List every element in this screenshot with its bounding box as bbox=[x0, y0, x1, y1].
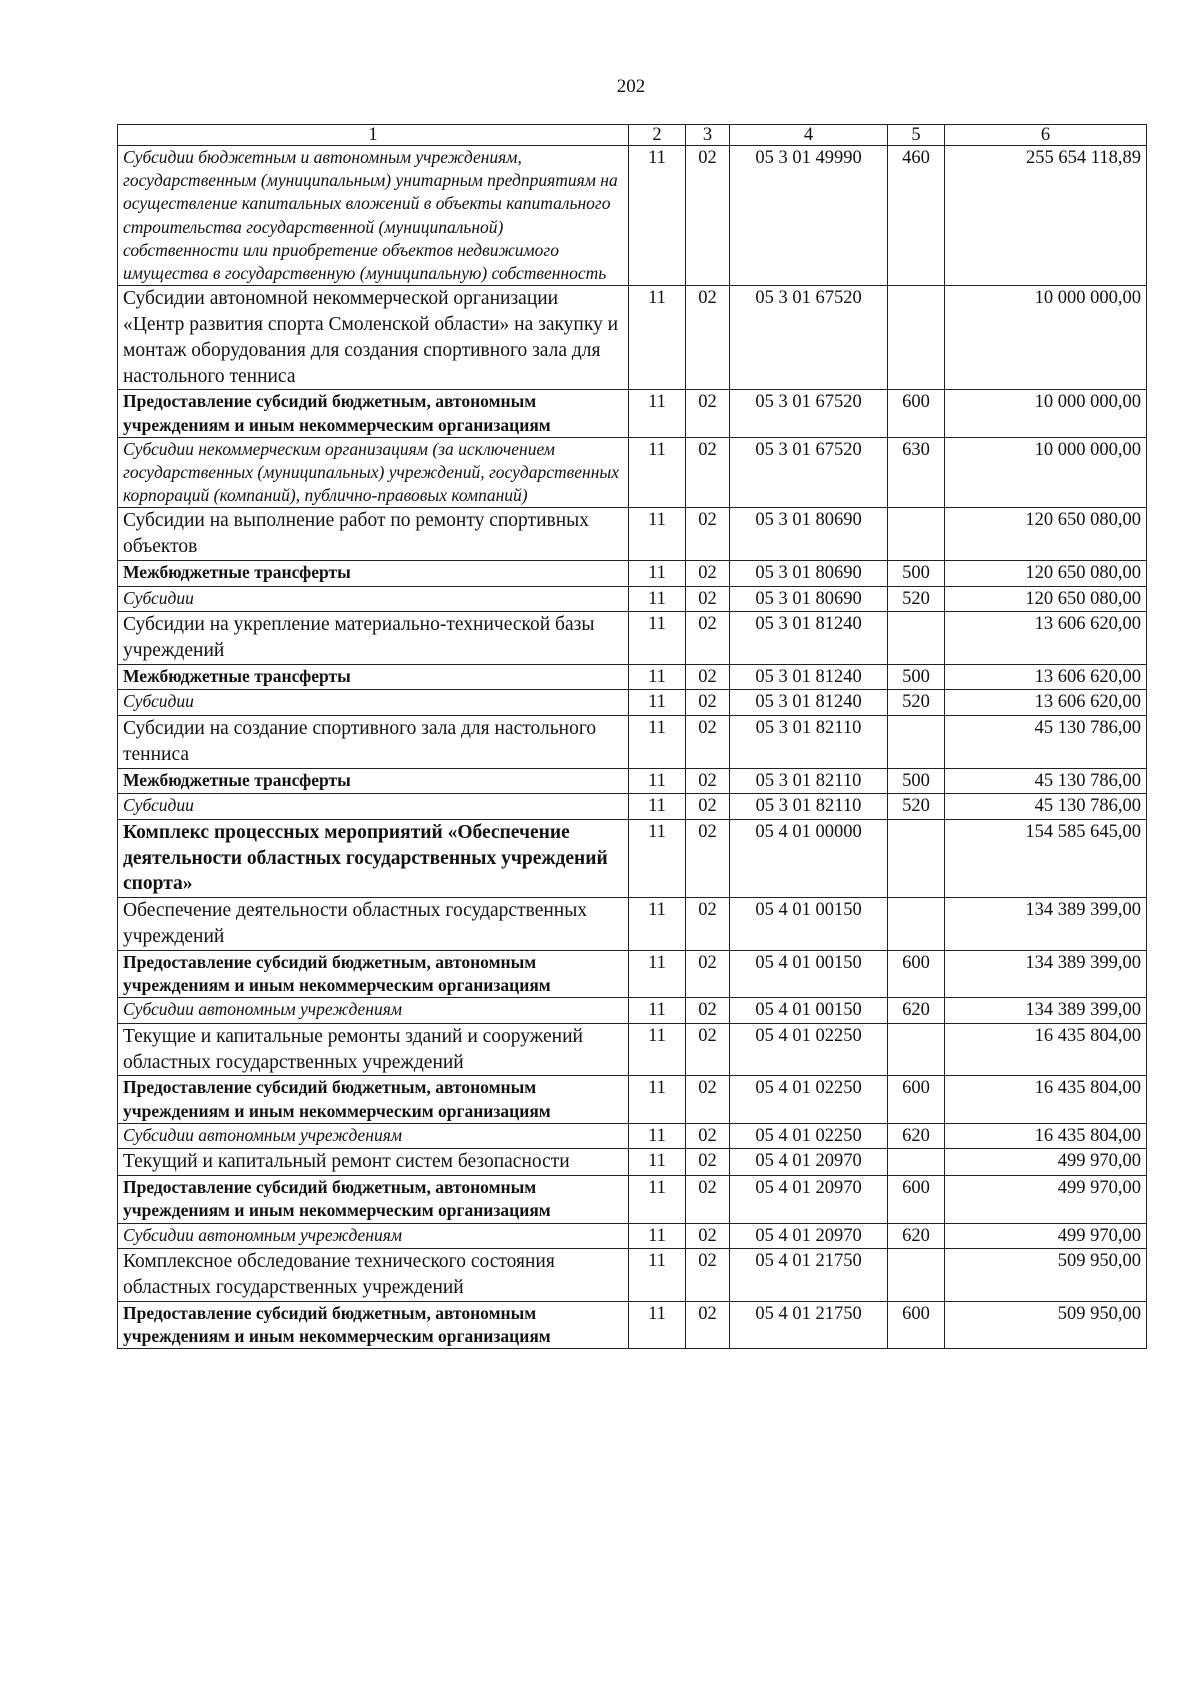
row-name-cell: Предоставление субсидий бюджетным, автономным учреждениям и иным некоммерческим организациям bbox=[118, 1076, 629, 1123]
row-section-cell: 11 bbox=[629, 768, 686, 794]
row-section-cell: 11 bbox=[629, 390, 686, 437]
row-subsection-cell: 02 bbox=[686, 664, 730, 690]
row-amount-cell: 13 606 620,00 bbox=[945, 664, 1147, 690]
row-expense-type-cell: 600 bbox=[888, 1301, 945, 1348]
row-section-cell: 11 bbox=[629, 1149, 686, 1176]
row-section-cell: 11 bbox=[629, 898, 686, 951]
row-expense-type-cell: 500 bbox=[888, 768, 945, 794]
table-row bbox=[118, 794, 1147, 820]
row-amount-cell: 10 000 000,00 bbox=[945, 437, 1147, 508]
row-name-cell: Межбюджетные трансферты bbox=[118, 561, 629, 587]
row-subsection-cell: 02 bbox=[686, 1176, 730, 1223]
column-header-3: 3 bbox=[686, 125, 730, 146]
row-subsection-cell: 02 bbox=[686, 715, 730, 768]
table-row bbox=[118, 715, 1147, 768]
row-name-cell: Комплексное обследование технического состояния областных государственных учреждений bbox=[118, 1249, 629, 1302]
row-subsection-cell: 02 bbox=[686, 561, 730, 587]
row-section-cell: 11 bbox=[629, 690, 686, 716]
row-subsection-cell: 02 bbox=[686, 768, 730, 794]
table-row bbox=[118, 998, 1147, 1024]
row-amount-cell: 154 585 645,00 bbox=[945, 819, 1147, 897]
row-amount-cell: 16 435 804,00 bbox=[945, 1076, 1147, 1123]
row-amount-cell: 499 970,00 bbox=[945, 1149, 1147, 1176]
table-row bbox=[118, 508, 1147, 561]
column-header-5: 5 bbox=[888, 125, 945, 146]
row-expense-type-cell: 520 bbox=[888, 586, 945, 612]
row-subsection-cell: 02 bbox=[686, 819, 730, 897]
row-target-code-cell: 05 3 01 67520 bbox=[730, 390, 888, 437]
row-expense-type-cell bbox=[888, 1249, 945, 1302]
row-section-cell: 11 bbox=[629, 1301, 686, 1348]
row-expense-type-cell: 500 bbox=[888, 664, 945, 690]
row-target-code-cell: 05 4 01 00150 bbox=[730, 898, 888, 951]
row-section-cell: 11 bbox=[629, 1076, 686, 1123]
table-header-row bbox=[118, 125, 1147, 146]
row-amount-cell: 13 606 620,00 bbox=[945, 690, 1147, 716]
row-amount-cell: 255 654 118,89 bbox=[945, 146, 1147, 286]
row-target-code-cell: 05 3 01 81240 bbox=[730, 612, 888, 665]
row-name-cell: Предоставление субсидий бюджетным, автономным учреждениям и иным некоммерческим организациям bbox=[118, 1176, 629, 1223]
row-subsection-cell: 02 bbox=[686, 1149, 730, 1176]
table-row bbox=[118, 664, 1147, 690]
row-target-code-cell: 05 4 01 00150 bbox=[730, 950, 888, 997]
row-section-cell: 11 bbox=[629, 664, 686, 690]
table-row bbox=[118, 768, 1147, 794]
row-expense-type-cell bbox=[888, 508, 945, 561]
row-target-code-cell: 05 4 01 02250 bbox=[730, 1023, 888, 1076]
row-target-code-cell: 05 3 01 82110 bbox=[730, 768, 888, 794]
table-row bbox=[118, 612, 1147, 665]
table-row bbox=[118, 1149, 1147, 1176]
row-target-code-cell: 05 4 01 21750 bbox=[730, 1249, 888, 1302]
row-section-cell: 11 bbox=[629, 286, 686, 390]
row-subsection-cell: 02 bbox=[686, 146, 730, 286]
row-target-code-cell: 05 4 01 20970 bbox=[730, 1176, 888, 1223]
column-header-2: 2 bbox=[629, 125, 686, 146]
row-subsection-cell: 02 bbox=[686, 1023, 730, 1076]
row-section-cell: 11 bbox=[629, 146, 686, 286]
row-name-cell: Субсидии bbox=[118, 690, 629, 716]
row-amount-cell: 509 950,00 bbox=[945, 1249, 1147, 1302]
row-subsection-cell: 02 bbox=[686, 1123, 730, 1149]
row-amount-cell: 134 389 399,00 bbox=[945, 898, 1147, 951]
row-section-cell: 11 bbox=[629, 819, 686, 897]
row-subsection-cell: 02 bbox=[686, 998, 730, 1024]
table-row bbox=[118, 390, 1147, 437]
row-section-cell: 11 bbox=[629, 1176, 686, 1223]
table-row bbox=[118, 437, 1147, 508]
row-name-cell: Межбюджетные трансферты bbox=[118, 768, 629, 794]
row-target-code-cell: 05 3 01 82110 bbox=[730, 715, 888, 768]
table-row bbox=[118, 1123, 1147, 1149]
row-name-cell: Субсидии автономным учреждениям bbox=[118, 1123, 629, 1149]
table-row bbox=[118, 1023, 1147, 1076]
row-target-code-cell: 05 4 01 00150 bbox=[730, 998, 888, 1024]
row-expense-type-cell: 600 bbox=[888, 1176, 945, 1223]
table-row bbox=[118, 1176, 1147, 1223]
row-name-cell: Межбюджетные трансферты bbox=[118, 664, 629, 690]
row-amount-cell: 13 606 620,00 bbox=[945, 612, 1147, 665]
row-subsection-cell: 02 bbox=[686, 898, 730, 951]
table-row bbox=[118, 819, 1147, 897]
row-amount-cell: 499 970,00 bbox=[945, 1176, 1147, 1223]
row-amount-cell: 120 650 080,00 bbox=[945, 508, 1147, 561]
row-expense-type-cell bbox=[888, 612, 945, 665]
row-subsection-cell: 02 bbox=[686, 1223, 730, 1249]
row-subsection-cell: 02 bbox=[686, 690, 730, 716]
row-target-code-cell: 05 3 01 81240 bbox=[730, 664, 888, 690]
row-amount-cell: 16 435 804,00 bbox=[945, 1023, 1147, 1076]
row-section-cell: 11 bbox=[629, 437, 686, 508]
row-expense-type-cell: 520 bbox=[888, 794, 945, 820]
row-amount-cell: 120 650 080,00 bbox=[945, 561, 1147, 587]
row-target-code-cell: 05 3 01 81240 bbox=[730, 690, 888, 716]
row-amount-cell: 509 950,00 bbox=[945, 1301, 1147, 1348]
row-subsection-cell: 02 bbox=[686, 794, 730, 820]
row-name-cell: Предоставление субсидий бюджетным, автономным учреждениям и иным некоммерческим организациям bbox=[118, 950, 629, 997]
row-subsection-cell: 02 bbox=[686, 286, 730, 390]
row-section-cell: 11 bbox=[629, 1023, 686, 1076]
table-row bbox=[118, 146, 1147, 286]
row-name-cell: Субсидии bbox=[118, 586, 629, 612]
table-row bbox=[118, 1301, 1147, 1348]
page-number: 202 bbox=[616, 76, 646, 97]
row-expense-type-cell: 600 bbox=[888, 1076, 945, 1123]
row-name-cell: Комплекс процессных мероприятий «Обеспечение деятельности областных государственных учреждений спорта» bbox=[118, 819, 629, 897]
row-target-code-cell: 05 3 01 67520 bbox=[730, 286, 888, 390]
table-row bbox=[118, 1223, 1147, 1249]
row-name-cell: Субсидии bbox=[118, 794, 629, 820]
row-amount-cell: 134 389 399,00 bbox=[945, 998, 1147, 1024]
row-expense-type-cell: 600 bbox=[888, 950, 945, 997]
row-subsection-cell: 02 bbox=[686, 1076, 730, 1123]
row-name-cell: Субсидии бюджетным и автономным учреждениям, государственным (муниципальным) унитарным предприятиям на осуществление капитальных вложений в объекты капитального строительства государственной (муниципальной) собственности или приобретение объектов недвижимого имущества в государственную (муниципальную) собственность bbox=[118, 146, 629, 286]
row-expense-type-cell bbox=[888, 1023, 945, 1076]
row-expense-type-cell bbox=[888, 715, 945, 768]
row-amount-cell: 45 130 786,00 bbox=[945, 768, 1147, 794]
table-row bbox=[118, 950, 1147, 997]
row-expense-type-cell: 620 bbox=[888, 998, 945, 1024]
row-name-cell: Субсидии на выполнение работ по ремонту спортивных объектов bbox=[118, 508, 629, 561]
row-section-cell: 11 bbox=[629, 1123, 686, 1149]
row-target-code-cell: 05 4 01 02250 bbox=[730, 1076, 888, 1123]
row-subsection-cell: 02 bbox=[686, 508, 730, 561]
row-expense-type-cell: 620 bbox=[888, 1223, 945, 1249]
row-name-cell: Субсидии некоммерческим организациям (за исключением государственных (муниципальных) учреждений, государственных корпораций (компаний), публично-правовых компаний) bbox=[118, 437, 629, 508]
row-expense-type-cell: 600 bbox=[888, 390, 945, 437]
row-section-cell: 11 bbox=[629, 715, 686, 768]
table-row bbox=[118, 1076, 1147, 1123]
table-row bbox=[118, 286, 1147, 390]
table-row bbox=[118, 1249, 1147, 1302]
row-section-cell: 11 bbox=[629, 508, 686, 561]
row-name-cell: Субсидии на укрепление материально-технической базы учреждений bbox=[118, 612, 629, 665]
row-amount-cell: 120 650 080,00 bbox=[945, 586, 1147, 612]
row-amount-cell: 10 000 000,00 bbox=[945, 286, 1147, 390]
row-name-cell: Текущий и капитальный ремонт систем безопасности bbox=[118, 1149, 629, 1176]
table-row bbox=[118, 898, 1147, 951]
row-expense-type-cell bbox=[888, 898, 945, 951]
row-name-cell: Текущие и капитальные ремонты зданий и сооружений областных государственных учреждений bbox=[118, 1023, 629, 1076]
row-name-cell: Обеспечение деятельности областных государственных учреждений bbox=[118, 898, 629, 951]
row-subsection-cell: 02 bbox=[686, 950, 730, 997]
row-target-code-cell: 05 3 01 67520 bbox=[730, 437, 888, 508]
row-section-cell: 11 bbox=[629, 1249, 686, 1302]
row-section-cell: 11 bbox=[629, 586, 686, 612]
row-amount-cell: 45 130 786,00 bbox=[945, 794, 1147, 820]
row-subsection-cell: 02 bbox=[686, 586, 730, 612]
row-expense-type-cell: 500 bbox=[888, 561, 945, 587]
row-expense-type-cell bbox=[888, 819, 945, 897]
row-section-cell: 11 bbox=[629, 561, 686, 587]
row-expense-type-cell bbox=[888, 1149, 945, 1176]
row-name-cell: Предоставление субсидий бюджетным, автономным учреждениям и иным некоммерческим организациям bbox=[118, 390, 629, 437]
row-amount-cell: 134 389 399,00 bbox=[945, 950, 1147, 997]
row-name-cell: Предоставление субсидий бюджетным, автономным учреждениям и иным некоммерческим организациям bbox=[118, 1301, 629, 1348]
budget-table bbox=[117, 124, 1147, 1349]
table-row bbox=[118, 690, 1147, 716]
row-target-code-cell: 05 4 01 21750 bbox=[730, 1301, 888, 1348]
row-amount-cell: 499 970,00 bbox=[945, 1223, 1147, 1249]
row-name-cell: Субсидии автономным учреждениям bbox=[118, 998, 629, 1024]
row-section-cell: 11 bbox=[629, 1223, 686, 1249]
row-section-cell: 11 bbox=[629, 612, 686, 665]
row-target-code-cell: 05 3 01 49990 bbox=[730, 146, 888, 286]
row-target-code-cell: 05 3 01 80690 bbox=[730, 561, 888, 587]
row-subsection-cell: 02 bbox=[686, 390, 730, 437]
column-header-1: 1 bbox=[118, 125, 629, 146]
row-expense-type-cell: 520 bbox=[888, 690, 945, 716]
row-subsection-cell: 02 bbox=[686, 1301, 730, 1348]
row-name-cell: Субсидии автономной некоммерческой организации «Центр развития спорта Смоленской области» на закупку и монтаж оборудования для создания спортивного зала для настольного тенниса bbox=[118, 286, 629, 390]
table-body bbox=[118, 146, 1147, 1349]
row-subsection-cell: 02 bbox=[686, 1249, 730, 1302]
row-amount-cell: 45 130 786,00 bbox=[945, 715, 1147, 768]
table-row bbox=[118, 586, 1147, 612]
row-expense-type-cell: 460 bbox=[888, 146, 945, 286]
row-target-code-cell: 05 3 01 82110 bbox=[730, 794, 888, 820]
row-expense-type-cell: 630 bbox=[888, 437, 945, 508]
row-expense-type-cell bbox=[888, 286, 945, 390]
row-subsection-cell: 02 bbox=[686, 612, 730, 665]
column-header-6: 6 bbox=[945, 125, 1147, 146]
row-name-cell: Субсидии автономным учреждениям bbox=[118, 1223, 629, 1249]
row-target-code-cell: 05 3 01 80690 bbox=[730, 586, 888, 612]
row-target-code-cell: 05 4 01 00000 bbox=[730, 819, 888, 897]
row-amount-cell: 10 000 000,00 bbox=[945, 390, 1147, 437]
column-header-4: 4 bbox=[730, 125, 888, 146]
row-target-code-cell: 05 3 01 80690 bbox=[730, 508, 888, 561]
row-section-cell: 11 bbox=[629, 950, 686, 997]
table-row bbox=[118, 561, 1147, 587]
row-name-cell: Субсидии на создание спортивного зала для настольного тенниса bbox=[118, 715, 629, 768]
row-subsection-cell: 02 bbox=[686, 437, 730, 508]
row-expense-type-cell: 620 bbox=[888, 1123, 945, 1149]
row-section-cell: 11 bbox=[629, 794, 686, 820]
row-amount-cell: 16 435 804,00 bbox=[945, 1123, 1147, 1149]
row-section-cell: 11 bbox=[629, 998, 686, 1024]
row-target-code-cell: 05 4 01 02250 bbox=[730, 1123, 888, 1149]
row-target-code-cell: 05 4 01 20970 bbox=[730, 1149, 888, 1176]
row-target-code-cell: 05 4 01 20970 bbox=[730, 1223, 888, 1249]
